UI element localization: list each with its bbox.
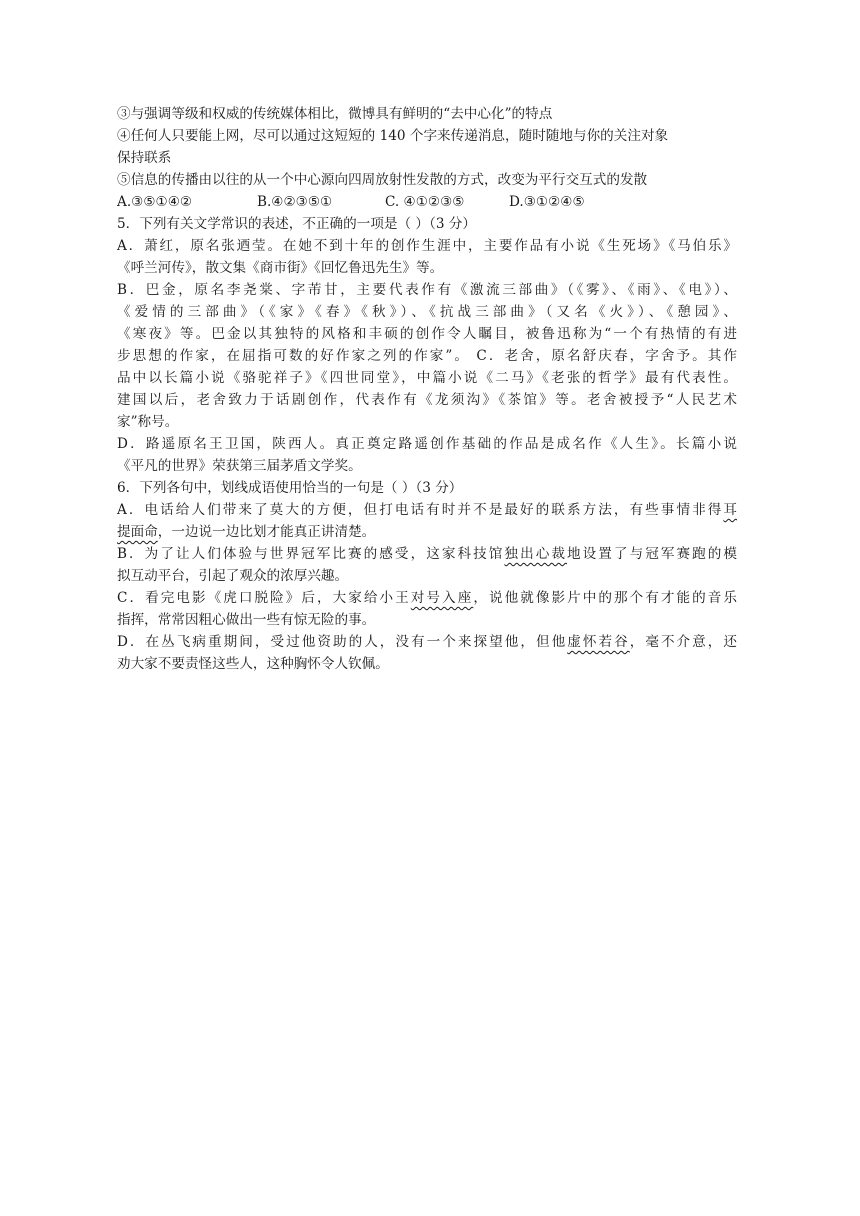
q5-line: 《寒夜》等。巴金以其独特的风格和丰硕的创作令人瞩目，被鲁迅称为“一个有热情的有进 bbox=[117, 326, 737, 342]
q5-line: A．萧红，原名张迺莹。在她不到十年的创作生涯中，主要作品有小说《生死场》《马伯乐》 bbox=[117, 238, 737, 254]
q4-option-a: A.③⑤①④② bbox=[117, 194, 193, 210]
q6-underlined-idiom: 耳 bbox=[723, 502, 737, 518]
q5-line: B．巴金，原名李尧棠、字芾甘，主要代表作有《激流三部曲》（《雾》、《雨》、《电》）、 bbox=[117, 282, 737, 298]
q4-option-c: C. ④①②③⑤ bbox=[385, 194, 465, 210]
q5-line: D．路遥原名王卫国，陕西人。真正奠定路遥创作基础的作品是成名作《人生》。长篇小说 bbox=[117, 436, 737, 452]
q6-option-a-line1 bbox=[117, 499, 737, 521]
text-line: ④任何人只要能上网，尽可以通过这短短的 140 个字来传递消息，随时随地与你的关注对象 bbox=[117, 128, 669, 144]
q6-option-d-line1 bbox=[117, 631, 737, 653]
q6-text: ，毫不介意，还 bbox=[629, 634, 738, 650]
q6-option-c-line2: 指挥，常常因粗心做出一些有惊无险的事。 bbox=[117, 612, 376, 628]
q6-text: B．为了让人们体验与世界冠军比赛的感受，这家科技馆 bbox=[117, 546, 505, 562]
q5-line: 《平凡的世界》荣获第三届茅盾文学奖。 bbox=[117, 458, 362, 474]
q6-text: D．在丛飞病重期间，受过他资助的人，没有一个来探望他，但他 bbox=[117, 634, 568, 650]
text-line: ③与强调等级和权威的传统媒体相比，微博具有鲜明的“去中心化”的特点 bbox=[117, 106, 553, 122]
document-page bbox=[117, 103, 737, 675]
q6-text: 地设置了与冠军赛跑的模 bbox=[567, 546, 738, 562]
q4-option-b: B.④②③⑤① bbox=[257, 194, 333, 210]
q6-option-d-line2: 劝大家不要责怪这些人，这种胸怀令人钦佩。 bbox=[117, 656, 389, 672]
q6-text: C．看完电影《虎口脱险》后，大家给小王 bbox=[117, 590, 411, 606]
q5-line: 《爱情的三部曲》（《家》《春》《秋》）、《抗战三部曲》（又名《火》）、《憩园》、 bbox=[117, 304, 737, 320]
q6-underlined-idiom: 虚怀若谷 bbox=[567, 634, 630, 650]
q5-stem: 5．下列有关文学常识的表述，不正确的一项是（ ）（3 分） bbox=[117, 216, 476, 232]
q5-line: 建国以后，老舍致力于话剧创作，代表作有《龙须沟》《茶馆》等。老舍被授予“人民艺术 bbox=[117, 392, 737, 408]
q4-options bbox=[117, 191, 737, 213]
q6-underlined-idiom: 独出心裁 bbox=[504, 546, 567, 562]
q6-text: A．电话给人们带来了莫大的方便，但打电话有时并不是最好的联系方法，有些事情非得 bbox=[117, 502, 724, 518]
q6-text: ，一边说一边比划才能真正讲清楚。 bbox=[157, 524, 376, 540]
q5-line: 步思想的作家，在屈指可数的好作家之列的作家”。 C．老舍，原名舒庆春，字舍予。其作 bbox=[117, 348, 737, 364]
q6-option-c-line1 bbox=[117, 587, 737, 609]
q6-text: ，说他就像影片中的那个有才能的音乐 bbox=[473, 590, 738, 606]
q5-line: 家”称号。 bbox=[117, 414, 179, 430]
text-line: 保持联系 bbox=[117, 150, 172, 166]
q6-stem: 6．下列各句中，划线成语使用恰当的一句是（ ）（3 分） bbox=[117, 480, 463, 496]
q6-underlined-idiom: 提面命 bbox=[117, 524, 158, 540]
q6-option-b-line2: 拟互动平台，引起了观众的浓厚兴趣。 bbox=[117, 568, 349, 584]
q6-underlined-idiom: 对号入座 bbox=[410, 590, 474, 606]
q4-option-d: D.③①②④⑤ bbox=[509, 194, 585, 210]
q5-line: 品中以长篇小说《骆驼祥子》《四世同堂》，中篇小说《二马》《老张的哲学》最有代表性。 bbox=[117, 370, 737, 386]
q6-option-b-line1 bbox=[117, 543, 737, 565]
q5-line: 《呼兰河传》，散文集《商市街》《回忆鲁迅先生》等。 bbox=[117, 260, 444, 276]
text-line: ⑤信息的传播由以往的从一个中心源向四周放射性发散的方式，改变为平行交互式的发散 bbox=[117, 172, 648, 188]
q6-option-a-line2 bbox=[117, 521, 737, 543]
